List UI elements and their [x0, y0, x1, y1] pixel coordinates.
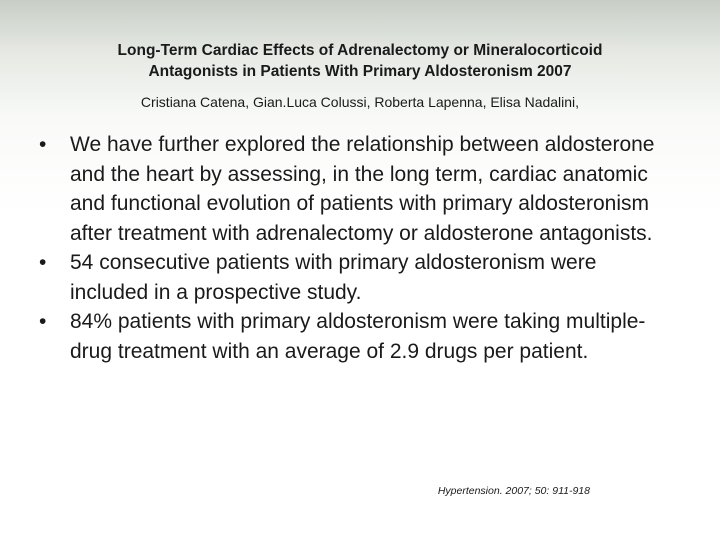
bullet-text: 84% patients with primary aldosteronism were taking multiple-drug treatment with an average of 2.9 drugs per patient. [70, 310, 646, 363]
bullet-dot-icon: • [39, 251, 47, 274]
slide-title [40, 40, 680, 82]
bullet-item [28, 130, 678, 248]
bullet-text: 54 consecutive patients with primary aldosteronism were included in a prospective study. [70, 251, 597, 304]
citation: Hypertension. 2007; 50: 911-918 [437, 485, 590, 497]
bullet-list [28, 130, 678, 366]
bullet-dot-icon: • [39, 310, 47, 333]
bullet-dot-icon: • [39, 133, 47, 156]
bullet-text: We have further explored the relationship between aldosterone and the heart by assessing, in the long term, cardiac anatomic and functional evolution of patients with primary aldosteronism after treatment with adrenalectomy or aldosterone antagonists. [70, 133, 655, 245]
bullet-item [28, 248, 678, 307]
author-list: Cristiana Catena, Gian.Luca Colussi, Roberta Lapenna, Elisa Nadalini, [140, 94, 580, 110]
title-line-2: Antagonists in Patients With Primary Aldosteronism 2007 [148, 63, 572, 80]
bullet-item [28, 307, 678, 366]
title-line-1: Long-Term Cardiac Effects of Adrenalectomy or Mineralocorticoid [117, 42, 603, 59]
